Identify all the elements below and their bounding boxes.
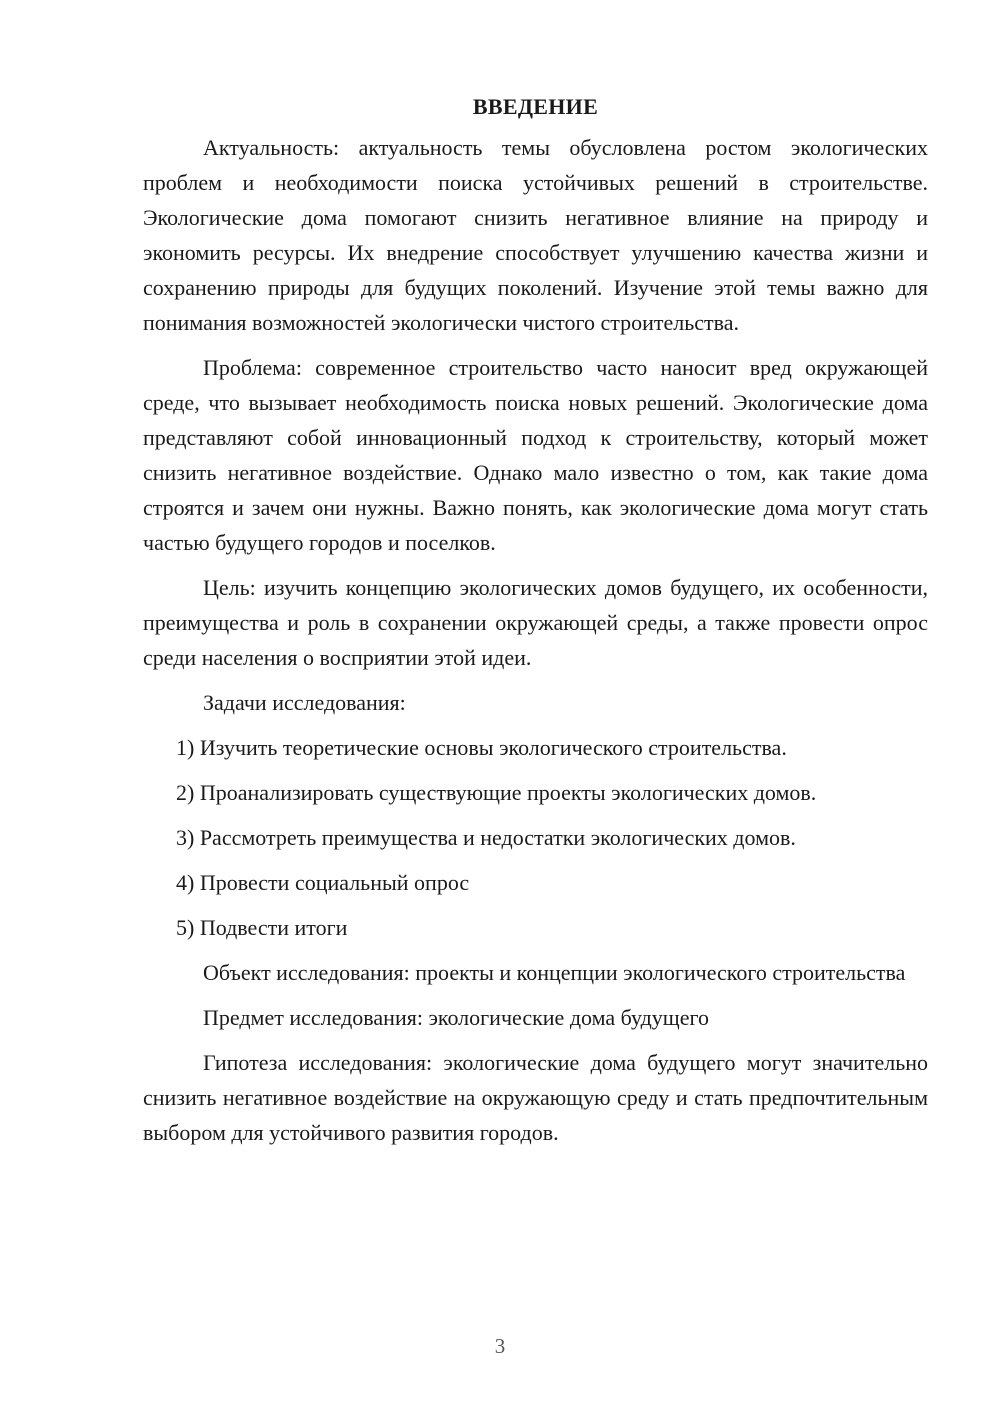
list-item: 5) Подвести итоги bbox=[176, 915, 348, 940]
goal-paragraph: Цель: изучить концепцию экологических домов будущего, их особенности, преимущества и роль в сохранении окружающей среды, а также провести опрос среди населения о восприятии этой идеи. bbox=[143, 575, 928, 670]
page-title: ВВЕДЕНИЕ bbox=[472, 94, 599, 119]
object-paragraph: Объект исследования: проекты и концепции экологического строительства bbox=[203, 960, 906, 985]
list-item: 4) Провести социальный опрос bbox=[176, 870, 470, 895]
tasks-list bbox=[143, 730, 928, 945]
relevance-paragraph: Актуальность: актуальность темы обусловлена ростом экологических проблем и необходимости поиска устойчивых решений в строительстве. Экологические дома помогают снизить негативное влияние на природу и экономить ресурсы. Их внедрение способствует улучшению качества жизни и сохранению природы для будущих поколений. Изучение этой темы важно для понимания возможностей экологически чистого строительства. bbox=[143, 135, 928, 335]
problem-paragraph: Проблема: современное строительство часто наносит вред окружающей среде, что вызывает необходимость поиска новых решений. Экологические дома представляют собой инновационный подход к строительству, который может снизить негативное воздействие. Однако мало известно о том, как такие дома строятся и зачем они нужны. Важно понять, как экологические дома могут стать частью будущего городов и поселков. bbox=[143, 355, 928, 555]
list-item: 3) Рассмотреть преимущества и недостатки экологических домов. bbox=[176, 825, 796, 850]
document-page bbox=[143, 92, 928, 1160]
list-item: 2) Проанализировать существующие проекты экологических домов. bbox=[176, 780, 817, 805]
subject-paragraph: Предмет исследования: экологические дома будущего bbox=[203, 1005, 709, 1030]
page-number: 3 bbox=[494, 1334, 506, 1358]
hypothesis-paragraph: Гипотеза исследования: экологические дома будущего могут значительно снизить негативное воздействие на окружающую среду и стать предпочтительным выбором для устойчивого развития городов. bbox=[143, 1050, 928, 1145]
list-item: 1) Изучить теоретические основы экологического строительства. bbox=[176, 735, 787, 760]
tasks-heading: Задачи исследования: bbox=[203, 690, 406, 715]
